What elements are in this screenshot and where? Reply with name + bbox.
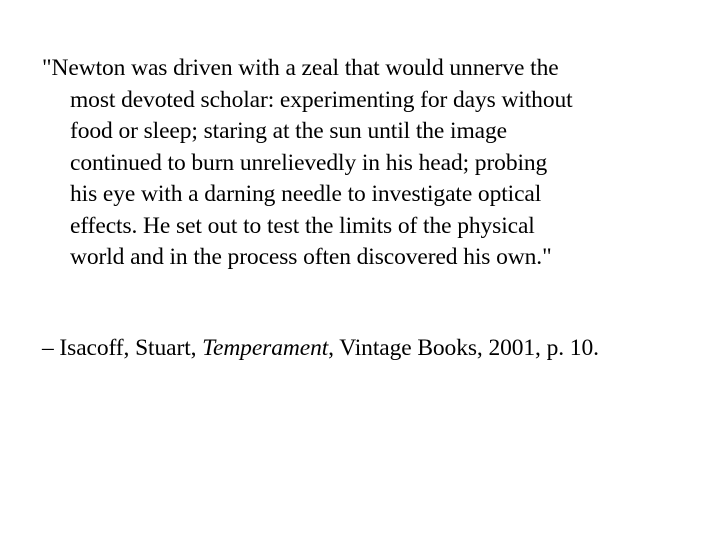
quote-line-5: his eye with a darning needle to investigate optical [70,181,542,207]
citation [42,333,712,365]
quote-line-3: food or sleep; staring at the sun until the image [70,118,507,144]
quote-line-1: "Newton was driven with a zeal that would unnerve the [42,55,559,81]
citation-suffix: , Vintage Books, 2001, p. 10. [328,335,599,361]
quote-line-2: most devoted scholar: experimenting for days without [70,86,573,113]
quote-block [42,53,712,274]
quote-line-7: world and in the process often discovered his own." [70,244,552,270]
citation-book-title: Temperament [202,335,329,361]
quote-line-4: continued to burn unrelievedly in his head; probing [70,149,548,176]
quote-line-6: effects. He set out to test the limits of the physical [70,212,535,239]
citation-prefix: – Isacoff, Stuart, [42,335,203,361]
